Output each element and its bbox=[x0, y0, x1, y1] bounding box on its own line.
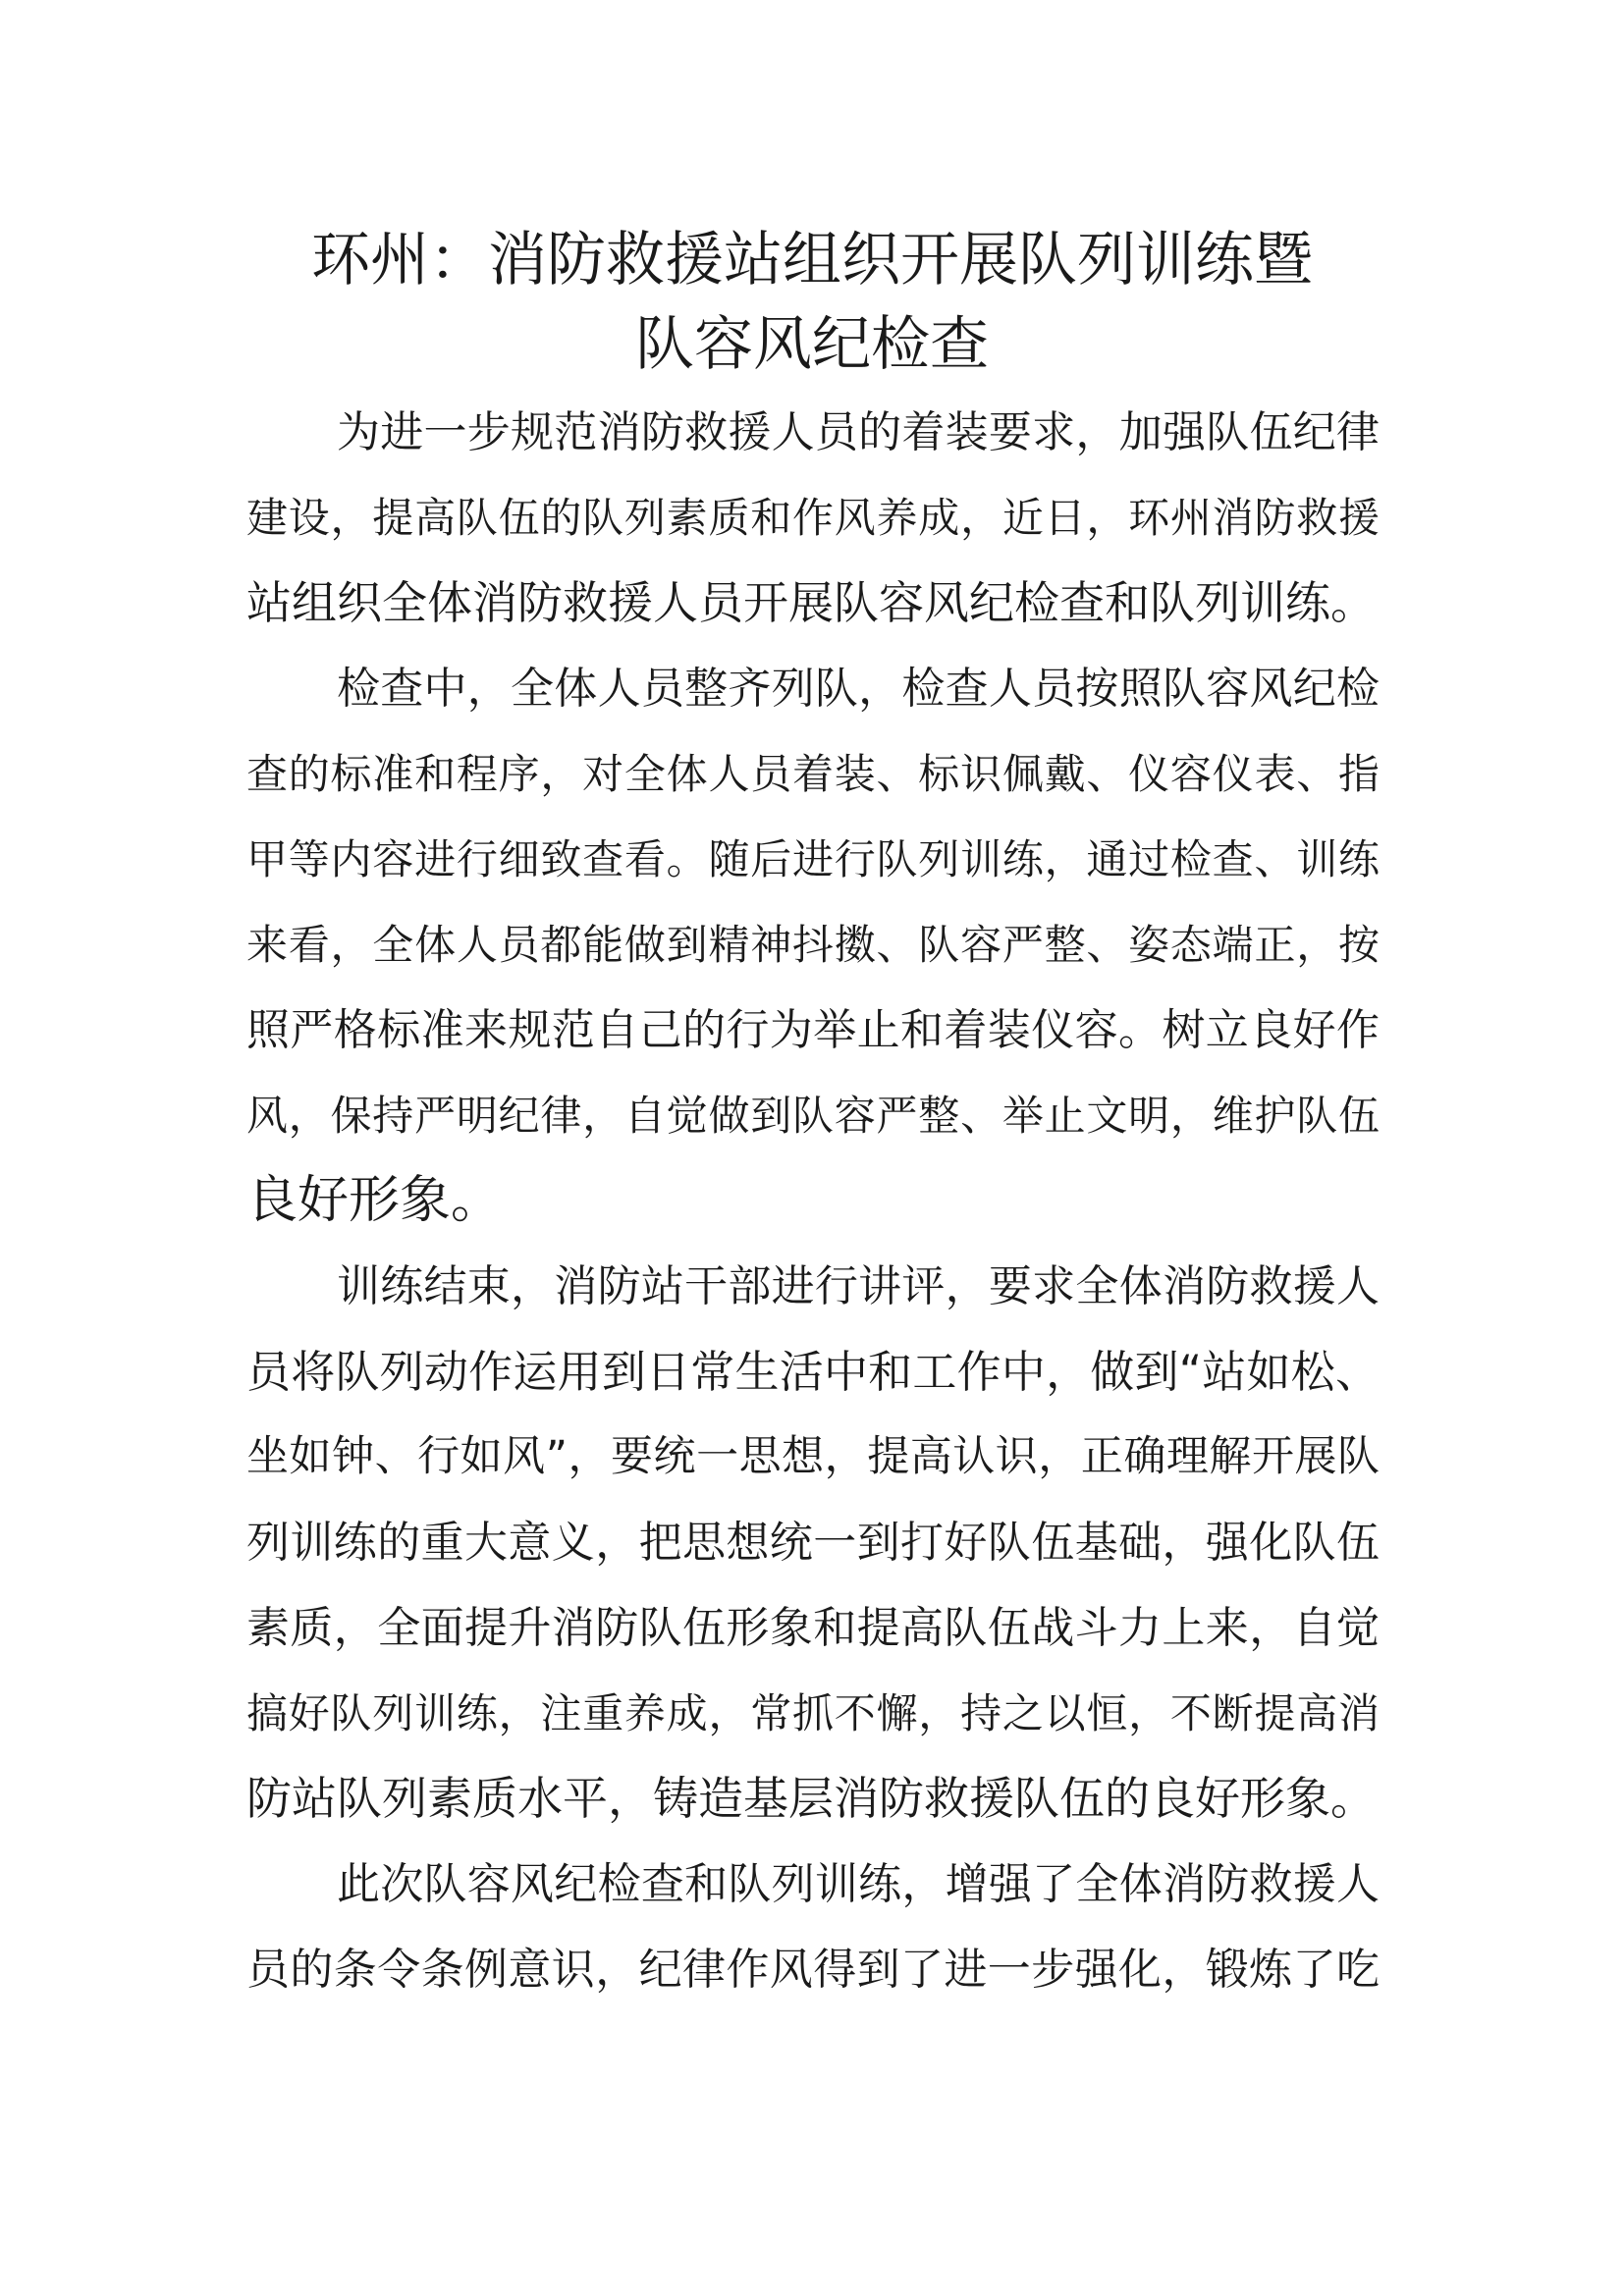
document-title bbox=[0, 218, 1624, 387]
text-line: 风，保持严明纪律，自觉做到队容严整、举止文明，维护队伍 bbox=[246, 1092, 1380, 1140]
text-line: 查的标准和程序，对全体人员着装、标识佩戴、仪容仪表、指 bbox=[246, 750, 1380, 798]
text-line: 员将队列动作运用到日常生活中和工作中，做到“站如松、 bbox=[246, 1346, 1380, 1398]
text-line: 坐如钟、行如风”，要统一思想，提高认识，正确理解开展队 bbox=[246, 1432, 1380, 1481]
paragraph-3 bbox=[246, 1244, 1380, 1842]
title-line: 队容风纪检查 bbox=[635, 310, 989, 379]
text-line: 建设，提高队伍的队列素质和作风养成，近日，环州消防救援 bbox=[246, 494, 1380, 542]
title-line: 环州：消防救援站组织开展队列训练暨 bbox=[311, 226, 1313, 294]
text-line: 为进一步规范消防救援人员的着装要求，加强队伍纪律 bbox=[337, 407, 1380, 457]
text-line: 甲等内容进行细致查看。随后进行队列训练，通过检查、训练 bbox=[246, 835, 1380, 883]
text-line: 训练结束，消防站干部进行讲评，要求全体消防救援人 bbox=[337, 1261, 1380, 1311]
text-line: 来看，全体人员都能做到精神抖擞、队容严整、姿态端正，按 bbox=[246, 921, 1380, 969]
paragraph-4 bbox=[246, 1842, 1380, 2012]
paragraph-1 bbox=[246, 390, 1380, 646]
paragraph-2 bbox=[246, 646, 1380, 1244]
text-line: 素质，全面提升消防队伍形象和提高队伍战斗力上来，自觉 bbox=[246, 1603, 1380, 1653]
document-body bbox=[246, 390, 1380, 2012]
text-line: 良好形象。 bbox=[246, 1171, 503, 1230]
text-line: 防站队列素质水平，铸造基层消防救援队伍的良好形象。 bbox=[246, 1772, 1376, 1825]
text-line: 员的条令条例意识，纪律作风得到了进一步强化，锻炼了吃 bbox=[246, 1945, 1380, 1995]
text-line: 照严格标准来规范自己的行为举止和着装仪容。树立良好作 bbox=[246, 1005, 1380, 1055]
text-line: 检查中，全体人员整齐列队，检查人员按照队容风纪检 bbox=[337, 664, 1380, 714]
text-line: 此次队容风纪检查和队列训练，增强了全体消防救援人 bbox=[337, 1859, 1380, 1909]
text-line: 搞好队列训练，注重养成，常抓不懈，持之以恒，不断提高消 bbox=[246, 1689, 1380, 1737]
text-line: 站组织全体消防救援人员开展队容风纪检查和队列训练。 bbox=[246, 576, 1376, 629]
text-line: 列训练的重大意义，把思想统一到打好队伍基础，强化队伍 bbox=[246, 1518, 1380, 1568]
